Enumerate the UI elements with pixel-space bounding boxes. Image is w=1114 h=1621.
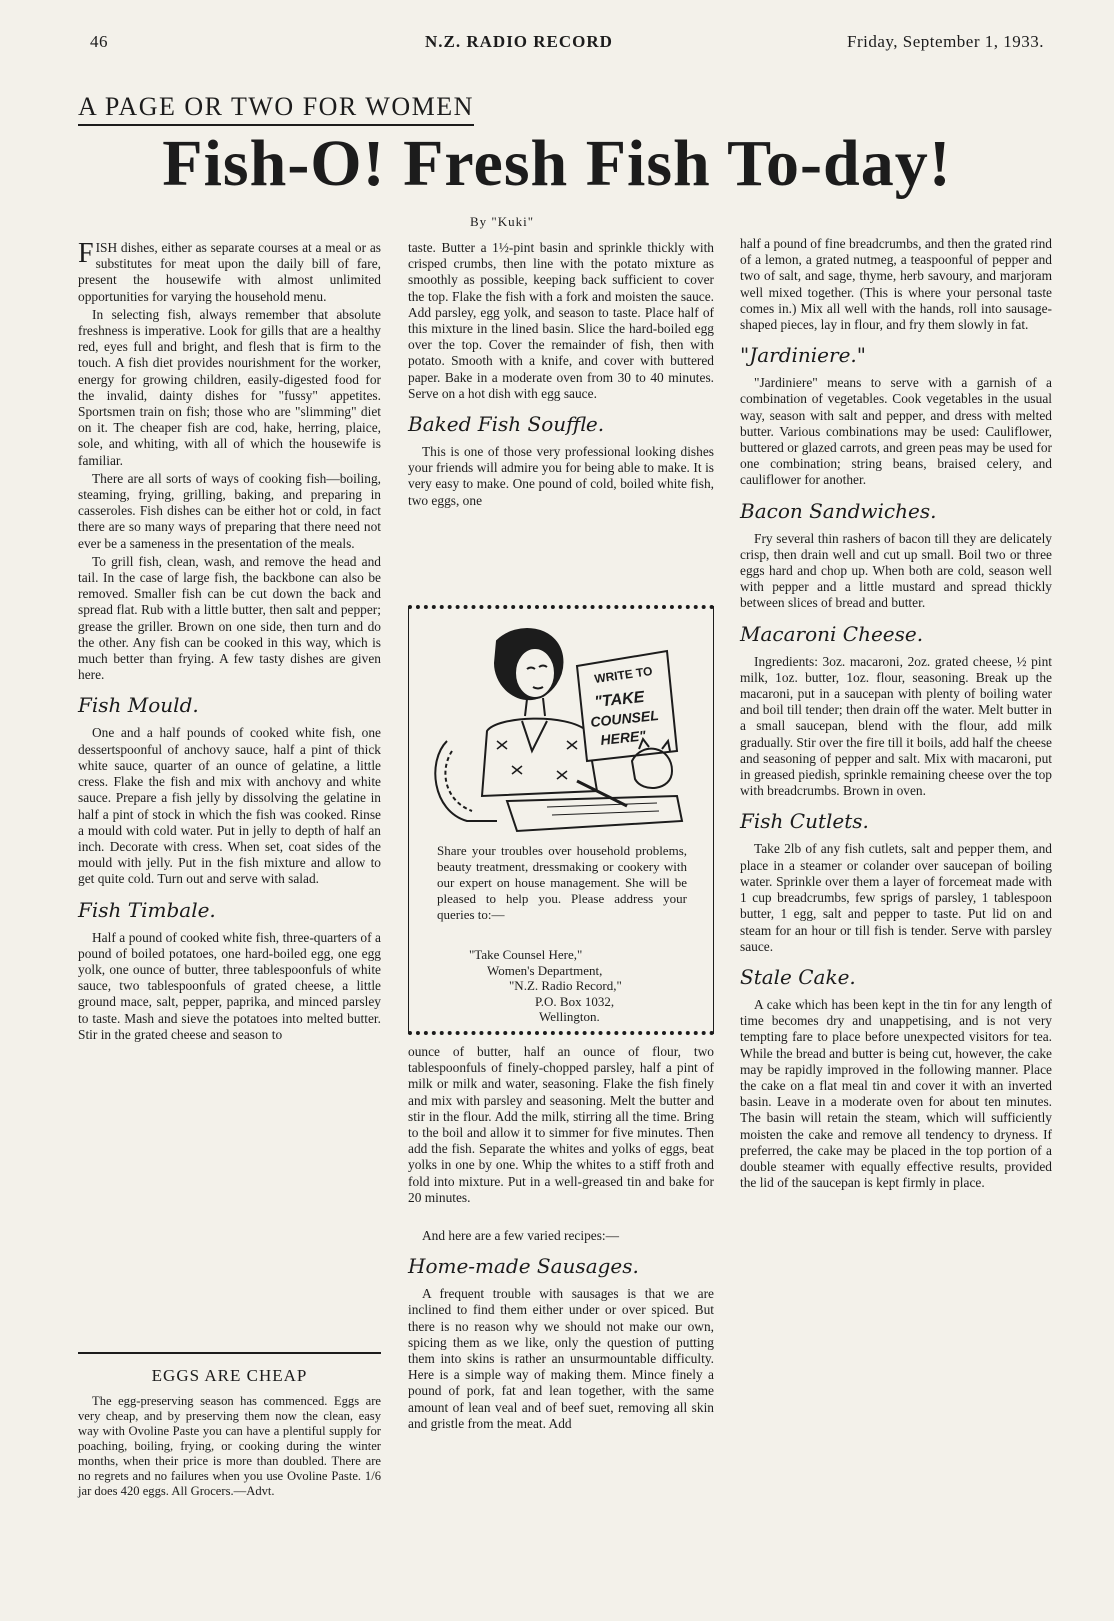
address-line: "N.Z. Radio Record," [509, 978, 622, 993]
column-2-lower [408, 1044, 714, 1434]
recipe-title-macaroni: Macaroni Cheese. [740, 621, 924, 646]
paragraph: There are all sorts of ways of cooking fish—boiling, steaming, frying, grilling, baking, and preparing in casseroles. Fish dishes can be either hot or cold, in fact there are so many ways of preparing that there need not ever be a sameness in the presentation of the meals. [78, 470, 381, 551]
paragraph: ounce of butter, half an ounce of flour, two tablespoonfuls of finely-chopped parsley, half a pint of milk or milk and water, seasoning. Flake the fish finely and mix with parsley and seasoning. Melt the butter and stir in the flour. Add the milk, stirring all the time. Bring to the boil and allow it to simmer for five minutes. Then add the fish. Separate the whites and yolks of eggs, beat yolks in one by one. Whip the whites to a stiff froth and fold into mixture. Put in a well-greased tin and bake for 20 minutes. [408, 1044, 714, 1205]
headline: Fish-O! Fresh Fish To-day! [162, 127, 952, 200]
address-line: P.O. Box 1032, [535, 993, 615, 1009]
recipe-text: Half a pound of cooked white fish, three-quarters of a pound of boiled potatoes, one hard-boiled egg, one egg yolk, one ounce of butter, three tablespoonfuls of white sauce, two tablespoonfuls of grated cheese, a little ground mace, salt, pepper, paprika, and minced parsley to taste. Mash and sieve the potatoes into melted butter. Stir in the grated cheese and season to [78, 929, 381, 1042]
page-number: 46 [90, 32, 108, 51]
address-line: Women's Department, [487, 962, 603, 978]
recipe-title-souffle: Baked Fish Souffle. [408, 412, 605, 437]
counsel-text: Share your troubles over household problems, beauty treatment, dressmaking or cookery with our expert on house management. She will be pleased to help you. Please address your queries to:— [437, 843, 687, 922]
sign-line-2: "TAKE [593, 688, 646, 711]
sign-line-3: COUNSEL [589, 706, 660, 730]
address-line: "Take Counsel Here," [469, 947, 583, 962]
recipe-title-stale-cake: Stale Cake. [740, 964, 856, 989]
recipe-text: "Jardiniere" means to serve with a garnish of a combination of vegetables. Cook vegetables in the usual way, season with salt and pepper, and dress with melted butter. Various combinations may be used: Cauliflower, buttered or glazed carrots, and green peas may be used for one combination; string beans, braised celery, and cauliflower for another. [740, 375, 1052, 488]
recipe-title-jardiniere: "Jardiniere." [740, 343, 866, 368]
sign-line-4: HERE" [599, 727, 647, 748]
section-title: A PAGE OR TWO FOR WOMEN [78, 92, 474, 126]
counsel-address [469, 947, 622, 1025]
issue-date: Friday, September 1, 1933. [847, 32, 1044, 51]
advert-title: EGGS ARE CHEAP [151, 1366, 308, 1385]
recipe-title-sausages: Home-made Sausages. [408, 1254, 639, 1279]
column-2 [408, 240, 714, 511]
recipe-text: Ingredients: 3oz. macaroni, 2oz. grated cheese, ½ pint milk, 1oz. butter, 1oz. flour, seasoning. Break up the macaroni, put in a saucepan with plenty of boiling water and boil till tender; then drain off the water. Melt butter in a small saucepan, blend with the flour, add milk gradually. Stir over the fire till it boils, add half the cheese and seasoning of pepper and salt. Mix with macaroni, put in greased piedish, sprinkle remaining cheese over the top with breadcrumbs. Brown in oven. [740, 653, 1052, 799]
recipe-title-cutlets: Fish Cutlets. [740, 809, 869, 834]
column-1 [78, 240, 381, 1045]
paragraph: To grill fish, clean, wash, and remove the head and tail. In the case of large fish, the backbone can also be removed. Smaller fish can be cut down the back and spread flat. Rub with a little butter, then salt and pepper; grease the griller. Brown on one side, then turn and do the other. Any fish can be cooked in this way, which is much better than frying. A few tasty dishes are given here. [78, 553, 381, 683]
recipe-text: This is one of those very professional looking dishes your friends will admire you for being able to make. It is very easy to make. One pound of cold, boiled white fish, two eggs, one [408, 444, 714, 508]
recipe-title-bacon: Bacon Sandwiches. [740, 498, 937, 523]
drop-cap: F [78, 238, 94, 269]
column-3 [740, 236, 1052, 1193]
byline: By "Kuki" [470, 214, 535, 229]
paragraph: In selecting fish, always remember that absolute freshness is imperative. Look for gills that are a healthy red, eyes full and bright, and flesh that is firm to the touch. A fish diet provides nourishment for the worker, energy for growing children, easily-digested food for the invalid, dainty dishes for "fussy" appetites. Sportsmen train on fish; those who are "slimming" diet on it. The cheaper fish are cod, hake, herring, plaice, sole, and whiting, with all of which the housewife is familiar. [78, 306, 381, 468]
address-line: Wellington. [539, 1009, 600, 1024]
recipe-title-fish-timbale: Fish Timbale. [78, 897, 216, 922]
advert-text: The egg-preserving season has commenced. Eggs are very cheap, and by preserving them now the clean, easy way with Ovoline Paste you can have a plentiful supply for poaching, boiling, frying, or cooking during the winter months, when their price is more than doubled. There are no regrets and no failures when you use Ovoline Paste. 1/6 jar does 420 eggs. All Grocers.—Advt. [78, 1394, 381, 1499]
recipe-text: Take 2lb of any fish cutlets, salt and pepper them, and place in a steamer or colander over saucepan of boiling water. Sprinkle over them a layer of forcemeat made with 1 cup breadcrumbs, few sprigs of parsley, 1 tablespoon butter, 1 egg, salt and pepper to taste. Put lid on and steam for an hour or till fish is tender. Serve with parsley sauce. [740, 841, 1052, 954]
paragraph: And here are a few varied recipes:— [422, 1228, 620, 1244]
recipe-text: A cake which has been kept in the tin for any length of time becomes dry and unappetising, and is not very tempting fare to place before unexpected visitors for tea. While the bread and butter is being cut, however, the cake may be rapidly improved in the following manner. Place the cake on a flat meal tin and cover it with an inverted basin. Leave in a moderate oven for about ten minutes. The basin will retain the steam, which will sufficiently moisten the cake and remove all tendency to dryness. If preferred, the cake may be placed in the top portion of a double steamer with equally effective results, provided the lid of the saucepan is kept firmly in place. [740, 996, 1052, 1191]
intro-paragraph: FISH dishes, either as separate courses at a meal or as substitutes for meat upon the daily bill of fare, present the housewife with almost unlimited opportunities for varying the household menu. [78, 238, 381, 304]
paragraph: taste. Butter a 1½-pint basin and sprinkle thickly with crisped crumbs, then line with the potato mixture as smoothly as possible, keeping back sufficient to cover the top. Flake the fish with a fork and moisten the sauce. Add parsley, egg yolk, and season to taste. Place half of this mixture in the lined basin. Slice the hard-boiled egg over the top. Cover the remainder of fish, then with potato. Smooth with a knife, and cover with buttered paper. Bake in a moderate oven from 30 to 40 minutes. Serve on a hot dish with egg sauce. [408, 240, 714, 401]
recipe-text: A frequent trouble with sausages is that we are inclined to find them either under or over spiced. But there is no reason why we should not make our own, spicing them as we like, only the question of putting them into skins is rather an unsurmountable difficulty. Here is a simple way of making them. Mince finely a pound of pork, fat and lean together, with the same amount of lean veal and of beef suet, removing all skin and gristle from the meat. Add [408, 1286, 714, 1431]
sign-line-1: WRITE TO [593, 663, 654, 686]
recipe-text: One and a half pounds of cooked white fish, one dessertspoonful of anchovy sauce, half a pint of thick white sauce, quarter of an ounce of gelatine, a little cress. Flake the fish and mix with anchovy and white sauce. Prepare a fish jelly by dissolving the gelatine in half a pint of stock in which the fish was cooked. Rinse a mould with cold water. Put in jelly to depth of half an inch. Decorate with cress. When set, coat sides of the mould with jelly. Put in the fish mixture and allow to get quite cold. Turn out and serve with salad. [78, 725, 381, 887]
take-counsel-box [408, 605, 714, 1035]
page-header [90, 32, 1054, 58]
paragraph: half a pound of fine breadcrumbs, and then the grated rind of a lemon, a grated nutmeg, a teaspoonful of pepper and two of salt, and sage, thyme, herb savoury, and marjoram well mixed together. (This is where your personal taste comes in.) Mix all well with the hands, roll into sausage-shaped pieces, lay in flour, and fry them slowly in fat. [740, 236, 1052, 333]
recipe-title-fish-mould: Fish Mould. [78, 693, 199, 718]
advert-box [78, 1352, 381, 1499]
publication-name: N.Z. RADIO RECORD [425, 32, 613, 51]
recipe-text: Fry several thin rashers of bacon till they are delicately crisp, then drain well and cut up small. Boil two or three eggs hard and chop up. When both are cold, season well with pepper and a little mustard and spread thickly between slices of bread and butter. [740, 530, 1052, 611]
woman-writing-illustration [427, 621, 695, 839]
